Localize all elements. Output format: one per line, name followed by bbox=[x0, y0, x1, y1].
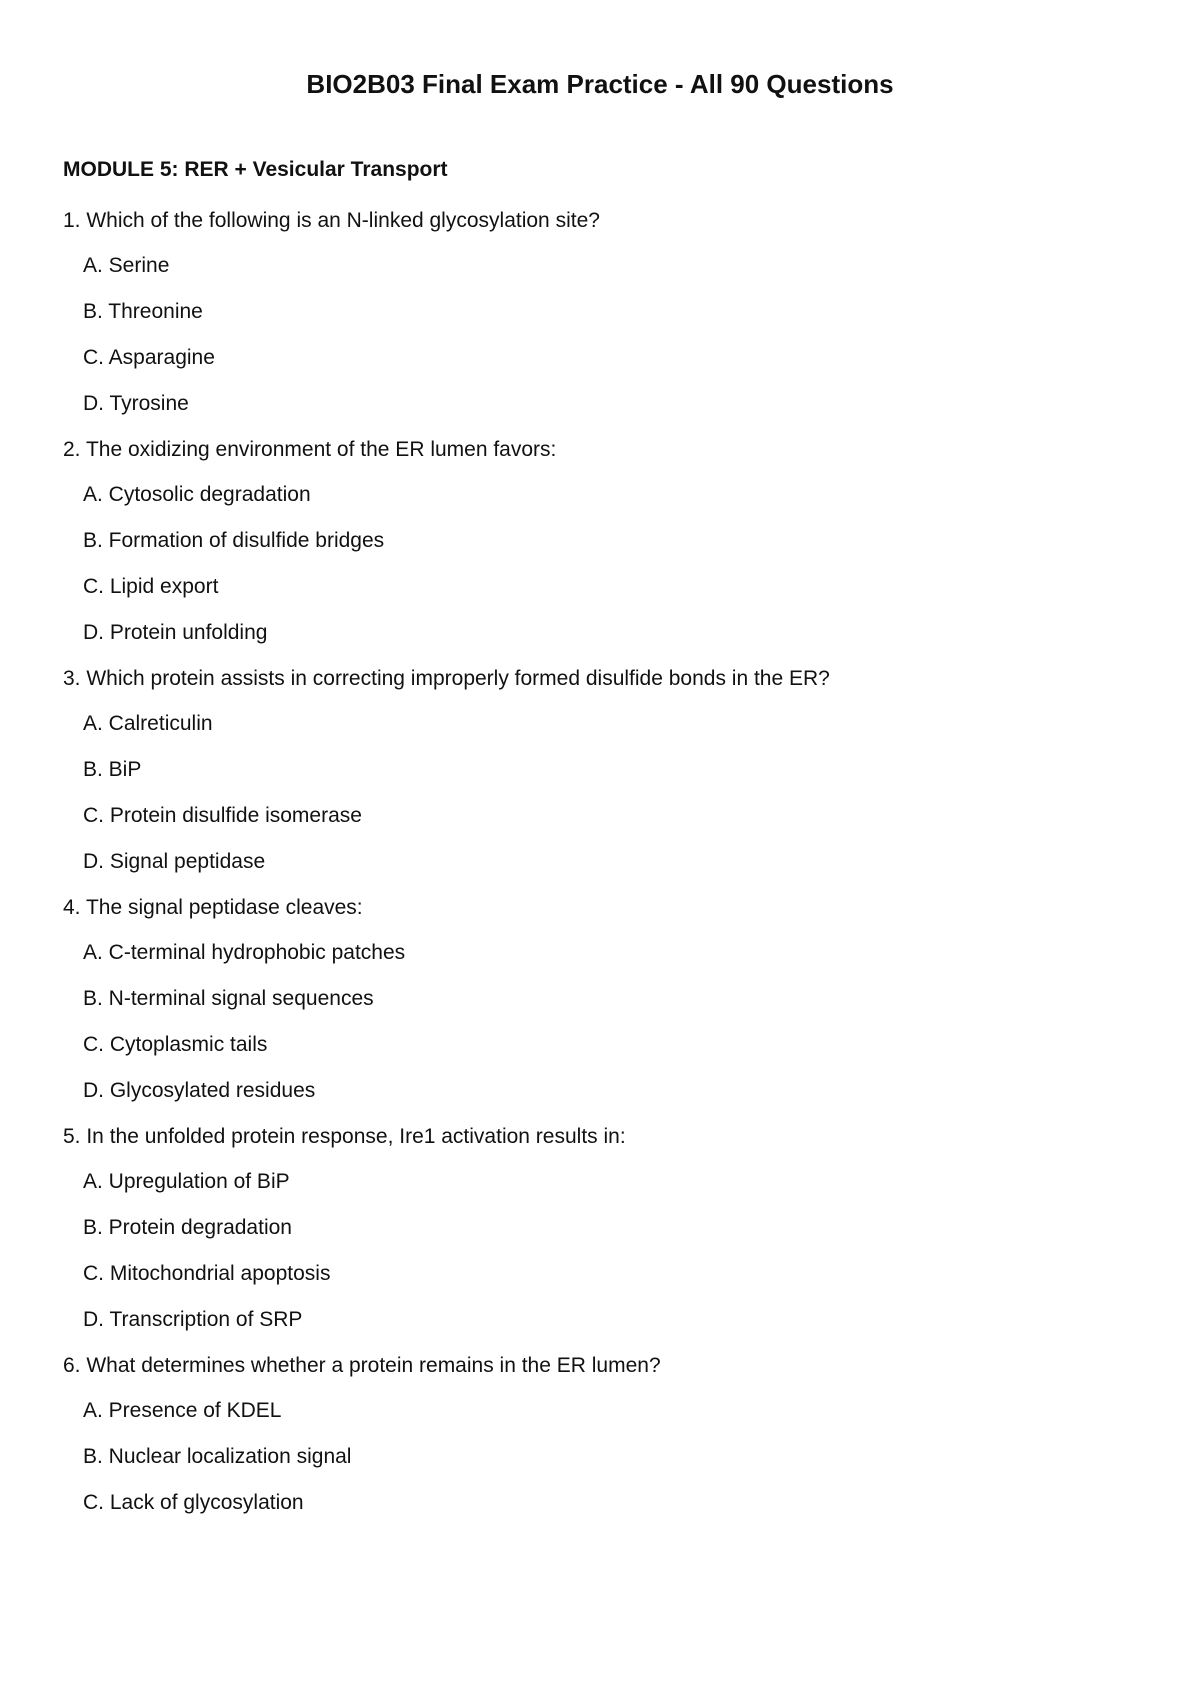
option-c: C. Protein disulfide isomerase bbox=[83, 804, 362, 827]
option-a: A. Serine bbox=[83, 254, 170, 277]
option-b: B. Threonine bbox=[83, 300, 203, 323]
option-a: A. Cytosolic degradation bbox=[83, 483, 311, 506]
option-list bbox=[63, 482, 1143, 646]
question-list bbox=[63, 208, 1143, 1536]
question-2 bbox=[63, 437, 1143, 646]
option-b: B. Protein degradation bbox=[83, 1216, 292, 1239]
option-list bbox=[63, 940, 1143, 1104]
option-d: D. Tyrosine bbox=[83, 392, 189, 415]
option-d: D. Transcription of SRP bbox=[83, 1308, 303, 1331]
option-b: B. BiP bbox=[83, 758, 142, 781]
option-d: D. Glycosylated residues bbox=[83, 1079, 316, 1102]
option-list bbox=[63, 1169, 1143, 1333]
question-3 bbox=[63, 666, 1143, 875]
question-1 bbox=[63, 208, 1143, 417]
module-heading: MODULE 5: RER + Vesicular Transport bbox=[63, 158, 448, 181]
question-text: 3. Which protein assists in correcting improperly formed disulfide bonds in the ER? bbox=[63, 667, 830, 690]
question-text: 4. The signal peptidase cleaves: bbox=[63, 896, 363, 919]
question-text: 5. In the unfolded protein response, Ire1 activation results in: bbox=[63, 1125, 626, 1148]
option-c: C. Mitochondrial apoptosis bbox=[83, 1262, 331, 1285]
option-c: C. Asparagine bbox=[83, 346, 215, 369]
option-b: B. N-terminal signal sequences bbox=[83, 987, 374, 1010]
question-6 bbox=[63, 1353, 1143, 1516]
option-b: B. Formation of disulfide bridges bbox=[83, 529, 385, 552]
option-c: C. Cytoplasmic tails bbox=[83, 1033, 268, 1056]
option-a: A. Upregulation of BiP bbox=[83, 1170, 290, 1193]
option-list bbox=[63, 1398, 1143, 1516]
option-d: D. Protein unfolding bbox=[83, 621, 268, 644]
option-c: C. Lack of glycosylation bbox=[83, 1491, 304, 1514]
option-list bbox=[63, 253, 1143, 417]
question-text: 6. What determines whether a protein remains in the ER lumen? bbox=[63, 1354, 661, 1377]
option-a: A. Presence of KDEL bbox=[83, 1399, 282, 1422]
option-a: A. C-terminal hydrophobic patches bbox=[83, 941, 406, 964]
page-title: BIO2B03 Final Exam Practice - All 90 Questions bbox=[306, 69, 894, 99]
question-4 bbox=[63, 895, 1143, 1104]
option-c: C. Lipid export bbox=[83, 575, 219, 598]
option-d: D. Signal peptidase bbox=[83, 850, 266, 873]
question-text: 2. The oxidizing environment of the ER lumen favors: bbox=[63, 438, 557, 461]
option-a: A. Calreticulin bbox=[83, 712, 213, 735]
option-b: B. Nuclear localization signal bbox=[83, 1445, 352, 1468]
question-5 bbox=[63, 1124, 1143, 1333]
question-text: 1. Which of the following is an N-linked glycosylation site? bbox=[63, 209, 600, 232]
option-list bbox=[63, 711, 1143, 875]
